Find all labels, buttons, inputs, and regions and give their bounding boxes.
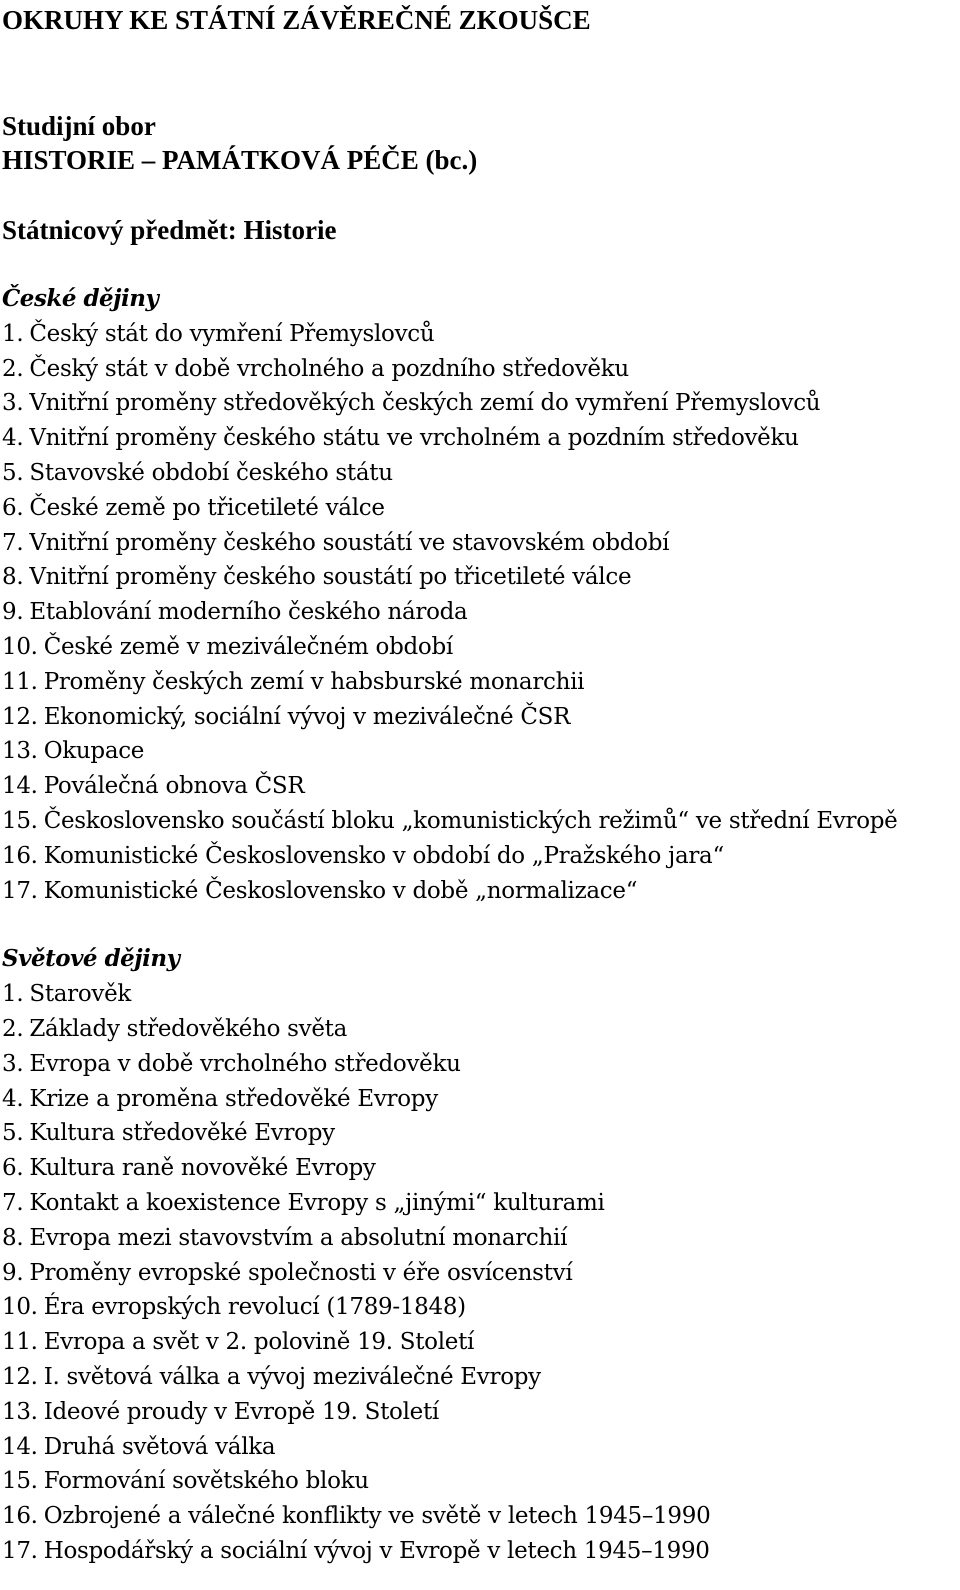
topic-number: 8. bbox=[2, 564, 24, 591]
topic-text: Okupace bbox=[43, 738, 145, 765]
topic-text: Éra evropských revolucí (1789-1848) bbox=[43, 1294, 466, 1321]
topic-text: Kultura středověké Evropy bbox=[29, 1120, 335, 1147]
topic-text: Komunistické Československo v době „normalizace“ bbox=[43, 877, 638, 904]
topic-text: Proměny evropské společnosti v éře osvícenství bbox=[29, 1259, 573, 1286]
topic-number: 2. bbox=[2, 355, 24, 382]
world-history-topic-list bbox=[2, 977, 960, 1569]
topic-number: 13. bbox=[2, 738, 38, 765]
topic-number: 8. bbox=[2, 1224, 24, 1251]
list-item bbox=[2, 352, 960, 387]
list-item bbox=[2, 1290, 960, 1325]
topic-text: Komunistické Československo v období do „Pražského jara“ bbox=[43, 842, 724, 869]
topic-text: Základy středověkého světa bbox=[29, 1015, 347, 1042]
list-item bbox=[2, 1395, 960, 1430]
list-item bbox=[2, 734, 960, 769]
topic-number: 17. bbox=[2, 877, 38, 904]
topic-number: 10. bbox=[2, 633, 38, 660]
topic-number: 12. bbox=[2, 703, 38, 730]
topic-text: Vnitřní proměny českého státu ve vrcholném a pozdním středověku bbox=[29, 425, 799, 452]
study-program-name: HISTORIE – PAMÁTKOVÁ PÉČE (bc.) bbox=[2, 145, 478, 175]
list-item bbox=[2, 317, 960, 352]
topic-number: 14. bbox=[2, 773, 38, 800]
topic-text: Krize a proměna středověké Evropy bbox=[29, 1085, 438, 1112]
list-item bbox=[2, 1047, 960, 1082]
czech-history-topic-list bbox=[2, 317, 960, 909]
list-item bbox=[2, 1360, 960, 1395]
topic-text: Ideové proudy v Evropě 19. Století bbox=[43, 1398, 439, 1425]
list-item bbox=[2, 630, 960, 665]
topic-text: Český stát v době vrcholného a pozdního středověku bbox=[29, 355, 629, 382]
topic-number: 16. bbox=[2, 842, 38, 869]
topic-number: 14. bbox=[2, 1433, 38, 1460]
study-program-label: Studijní obor bbox=[2, 111, 156, 141]
topic-text: Starověk bbox=[29, 981, 132, 1008]
topic-text: Vnitřní proměny českého soustátí ve stavovském období bbox=[29, 529, 670, 556]
topic-number: 16. bbox=[2, 1503, 38, 1530]
list-item bbox=[2, 421, 960, 456]
list-item bbox=[2, 839, 960, 874]
topic-number: 5. bbox=[2, 459, 24, 486]
list-item bbox=[2, 1325, 960, 1360]
list-item bbox=[2, 1221, 960, 1256]
topic-number: 1. bbox=[2, 320, 24, 347]
topic-number: 4. bbox=[2, 425, 24, 452]
topic-text: Český stát do vymření Přemyslovců bbox=[29, 320, 435, 347]
topic-text: Vnitřní proměny českého soustátí po třicetileté válce bbox=[29, 564, 632, 591]
topic-text: Evropa mezi stavovstvím a absolutní monarchií bbox=[29, 1224, 568, 1251]
topic-text: Poválečná obnova ČSR bbox=[43, 773, 305, 800]
topic-text: Hospodářský a sociální vývoj v Evropě v letech 1945–1990 bbox=[43, 1537, 710, 1564]
topic-text: I. světová válka a vývoj meziválečné Evropy bbox=[43, 1363, 541, 1390]
document-title: OKRUHY KE STÁTNÍ ZÁVĚREČNÉ ZKOUŠCE bbox=[2, 5, 591, 35]
topic-text: Proměny českých zemí v habsburské monarchii bbox=[43, 668, 585, 695]
topic-text: České země po třicetileté válce bbox=[29, 494, 385, 521]
topic-text: Ozbrojené a válečné konflikty ve světě v letech 1945–1990 bbox=[43, 1503, 711, 1530]
topic-number: 15. bbox=[2, 1468, 38, 1495]
topic-text: Etablování moderního českého národa bbox=[29, 599, 468, 626]
topic-text: Vnitřní proměny středověkých českých zemí do vymření Přemyslovců bbox=[29, 390, 821, 417]
list-item bbox=[2, 977, 960, 1012]
topic-number: 10. bbox=[2, 1294, 38, 1321]
topic-text: Druhá světová válka bbox=[43, 1433, 276, 1460]
list-item bbox=[2, 804, 960, 839]
list-item bbox=[2, 1082, 960, 1117]
list-item bbox=[2, 1499, 960, 1534]
topic-text: Evropa a svět v 2. polovině 19. Století bbox=[43, 1329, 475, 1356]
topic-number: 11. bbox=[2, 1329, 38, 1356]
list-item bbox=[2, 1012, 960, 1047]
topic-text: Stavovské období českého státu bbox=[29, 459, 393, 486]
topic-number: 3. bbox=[2, 1050, 24, 1077]
list-item bbox=[2, 1256, 960, 1291]
topic-number: 6. bbox=[2, 1155, 24, 1182]
list-item bbox=[2, 700, 960, 735]
topic-number: 4. bbox=[2, 1085, 24, 1112]
world-history-heading: Světové dějiny bbox=[2, 945, 180, 973]
list-item bbox=[2, 1151, 960, 1186]
topic-number: 2. bbox=[2, 1015, 24, 1042]
list-item bbox=[2, 595, 960, 630]
topic-number: 7. bbox=[2, 1189, 24, 1216]
topic-text: Ekonomický, sociální vývoj v meziválečné ČSR bbox=[43, 703, 571, 730]
topic-text: Formování sovětského bloku bbox=[43, 1468, 369, 1495]
list-item bbox=[2, 491, 960, 526]
list-item bbox=[2, 456, 960, 491]
list-item bbox=[2, 1116, 960, 1151]
topic-number: 17. bbox=[2, 1537, 38, 1564]
list-item bbox=[2, 560, 960, 595]
czech-history-heading: České dějiny bbox=[2, 285, 159, 312]
topic-number: 11. bbox=[2, 668, 38, 695]
topic-text: Kontakt a koexistence Evropy s „jinými“ kulturami bbox=[29, 1189, 605, 1216]
topic-text: České země v meziválečném období bbox=[43, 633, 453, 660]
exam-subject: Státnicový předmět: Historie bbox=[2, 215, 337, 245]
topic-text: Československo součástí bloku „komunistických režimů“ ve střední Evropě bbox=[43, 807, 898, 834]
list-item bbox=[2, 1534, 960, 1569]
list-item bbox=[2, 1464, 960, 1499]
list-item bbox=[2, 386, 960, 421]
topic-number: 13. bbox=[2, 1398, 38, 1425]
list-item bbox=[2, 1186, 960, 1221]
topic-number: 3. bbox=[2, 390, 24, 417]
list-item bbox=[2, 1430, 960, 1465]
topic-number: 6. bbox=[2, 494, 24, 521]
topic-number: 5. bbox=[2, 1120, 24, 1147]
topic-text: Evropa v době vrcholného středověku bbox=[29, 1050, 461, 1077]
topic-number: 12. bbox=[2, 1363, 38, 1390]
list-item bbox=[2, 769, 960, 804]
list-item bbox=[2, 526, 960, 561]
topic-number: 15. bbox=[2, 807, 38, 834]
topic-text: Kultura raně novověké Evropy bbox=[29, 1155, 376, 1182]
topic-number: 7. bbox=[2, 529, 24, 556]
topic-number: 9. bbox=[2, 599, 24, 626]
topic-number: 9. bbox=[2, 1259, 24, 1286]
list-item bbox=[2, 665, 960, 700]
topic-number: 1. bbox=[2, 981, 24, 1008]
list-item bbox=[2, 874, 960, 909]
